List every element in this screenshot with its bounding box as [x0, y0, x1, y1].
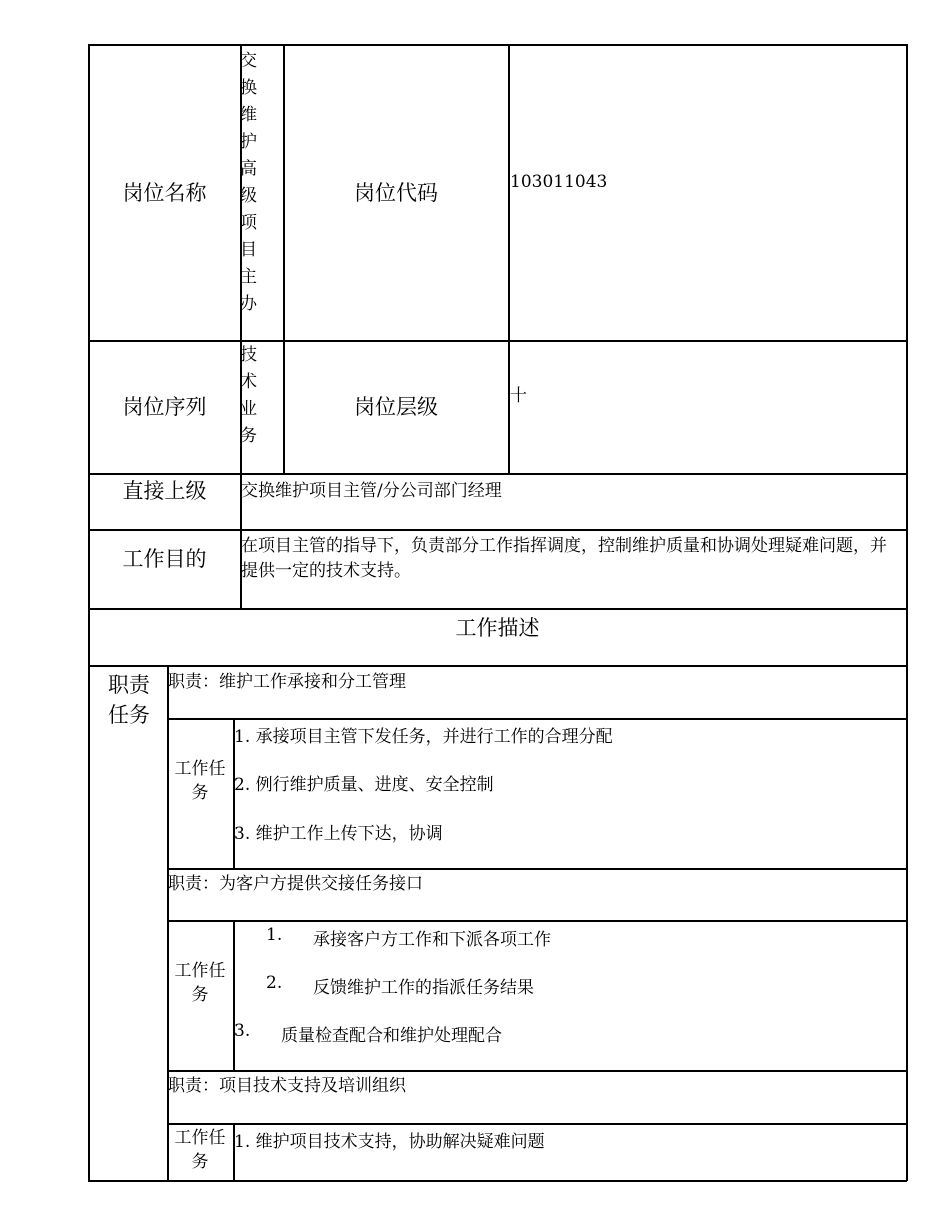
- task-label: 工作任务: [174, 1128, 226, 1172]
- duty-title: 职责：维护工作承接和分工管理: [168, 672, 406, 692]
- rule: [167, 1123, 907, 1125]
- duty-title: 职责：项目技术支持及培训组织: [168, 1076, 406, 1096]
- task-item: 反馈维护工作的指派任务结果: [313, 978, 534, 998]
- supervisor-value: 交换维护项目主管/分公司部门经理: [241, 481, 502, 501]
- task-number: 1.: [266, 925, 283, 945]
- task-item: 1. 承接项目主管下发任务，并进行工作的合理分配: [234, 727, 613, 747]
- rule: [167, 718, 907, 720]
- post-code-value: 103011043: [510, 172, 608, 192]
- post-sequence-label: 岗位序列: [122, 395, 207, 419]
- post-level-label: 岗位层级: [354, 395, 438, 419]
- task-number: 2.: [266, 973, 283, 993]
- rule: [167, 1070, 907, 1072]
- post-name-label: 岗位名称: [122, 180, 207, 205]
- task-item: 1. 维护项目技术支持，协助解决疑难问题: [234, 1132, 545, 1152]
- task-item: 3. 维护工作上传下达，协调: [234, 824, 443, 844]
- rule: [167, 868, 907, 870]
- duties-label: 职责任务: [108, 673, 150, 727]
- post-sequence-value: 技术业务: [240, 345, 257, 446]
- purpose-label: 工作目的: [122, 547, 207, 571]
- task-item: 2. 例行维护质量、进度、安全控制: [234, 775, 494, 795]
- task-number: 3.: [234, 1021, 251, 1041]
- rule: [906, 44, 908, 1181]
- rule: [233, 920, 235, 1071]
- task-item: 承接客户方工作和下派各项工作: [313, 930, 551, 950]
- post-level-value: 十: [510, 386, 527, 406]
- supervisor-label: 直接上级: [122, 479, 207, 503]
- work-description-title: 工作描述: [455, 616, 540, 640]
- task-label: 工作任务: [174, 961, 226, 1005]
- post-name-value: 交换维护高级项目主办: [240, 51, 257, 314]
- rule: [167, 920, 907, 922]
- rule: [88, 1180, 907, 1182]
- task-label: 工作任务: [174, 759, 226, 803]
- purpose-value: 在项目主管的指导下，负责部分工作指挥调度，控制维护质量和协调处理疑难问题，并提供一定的技术支持。: [241, 536, 887, 581]
- rule: [508, 44, 510, 474]
- post-code-label: 岗位代码: [354, 180, 438, 205]
- task-item: 质量检查配合和维护处理配合: [281, 1026, 502, 1046]
- duty-title: 职责：为客户方提供交接任务接口: [168, 874, 423, 894]
- rule: [88, 665, 907, 667]
- rule: [167, 665, 169, 1181]
